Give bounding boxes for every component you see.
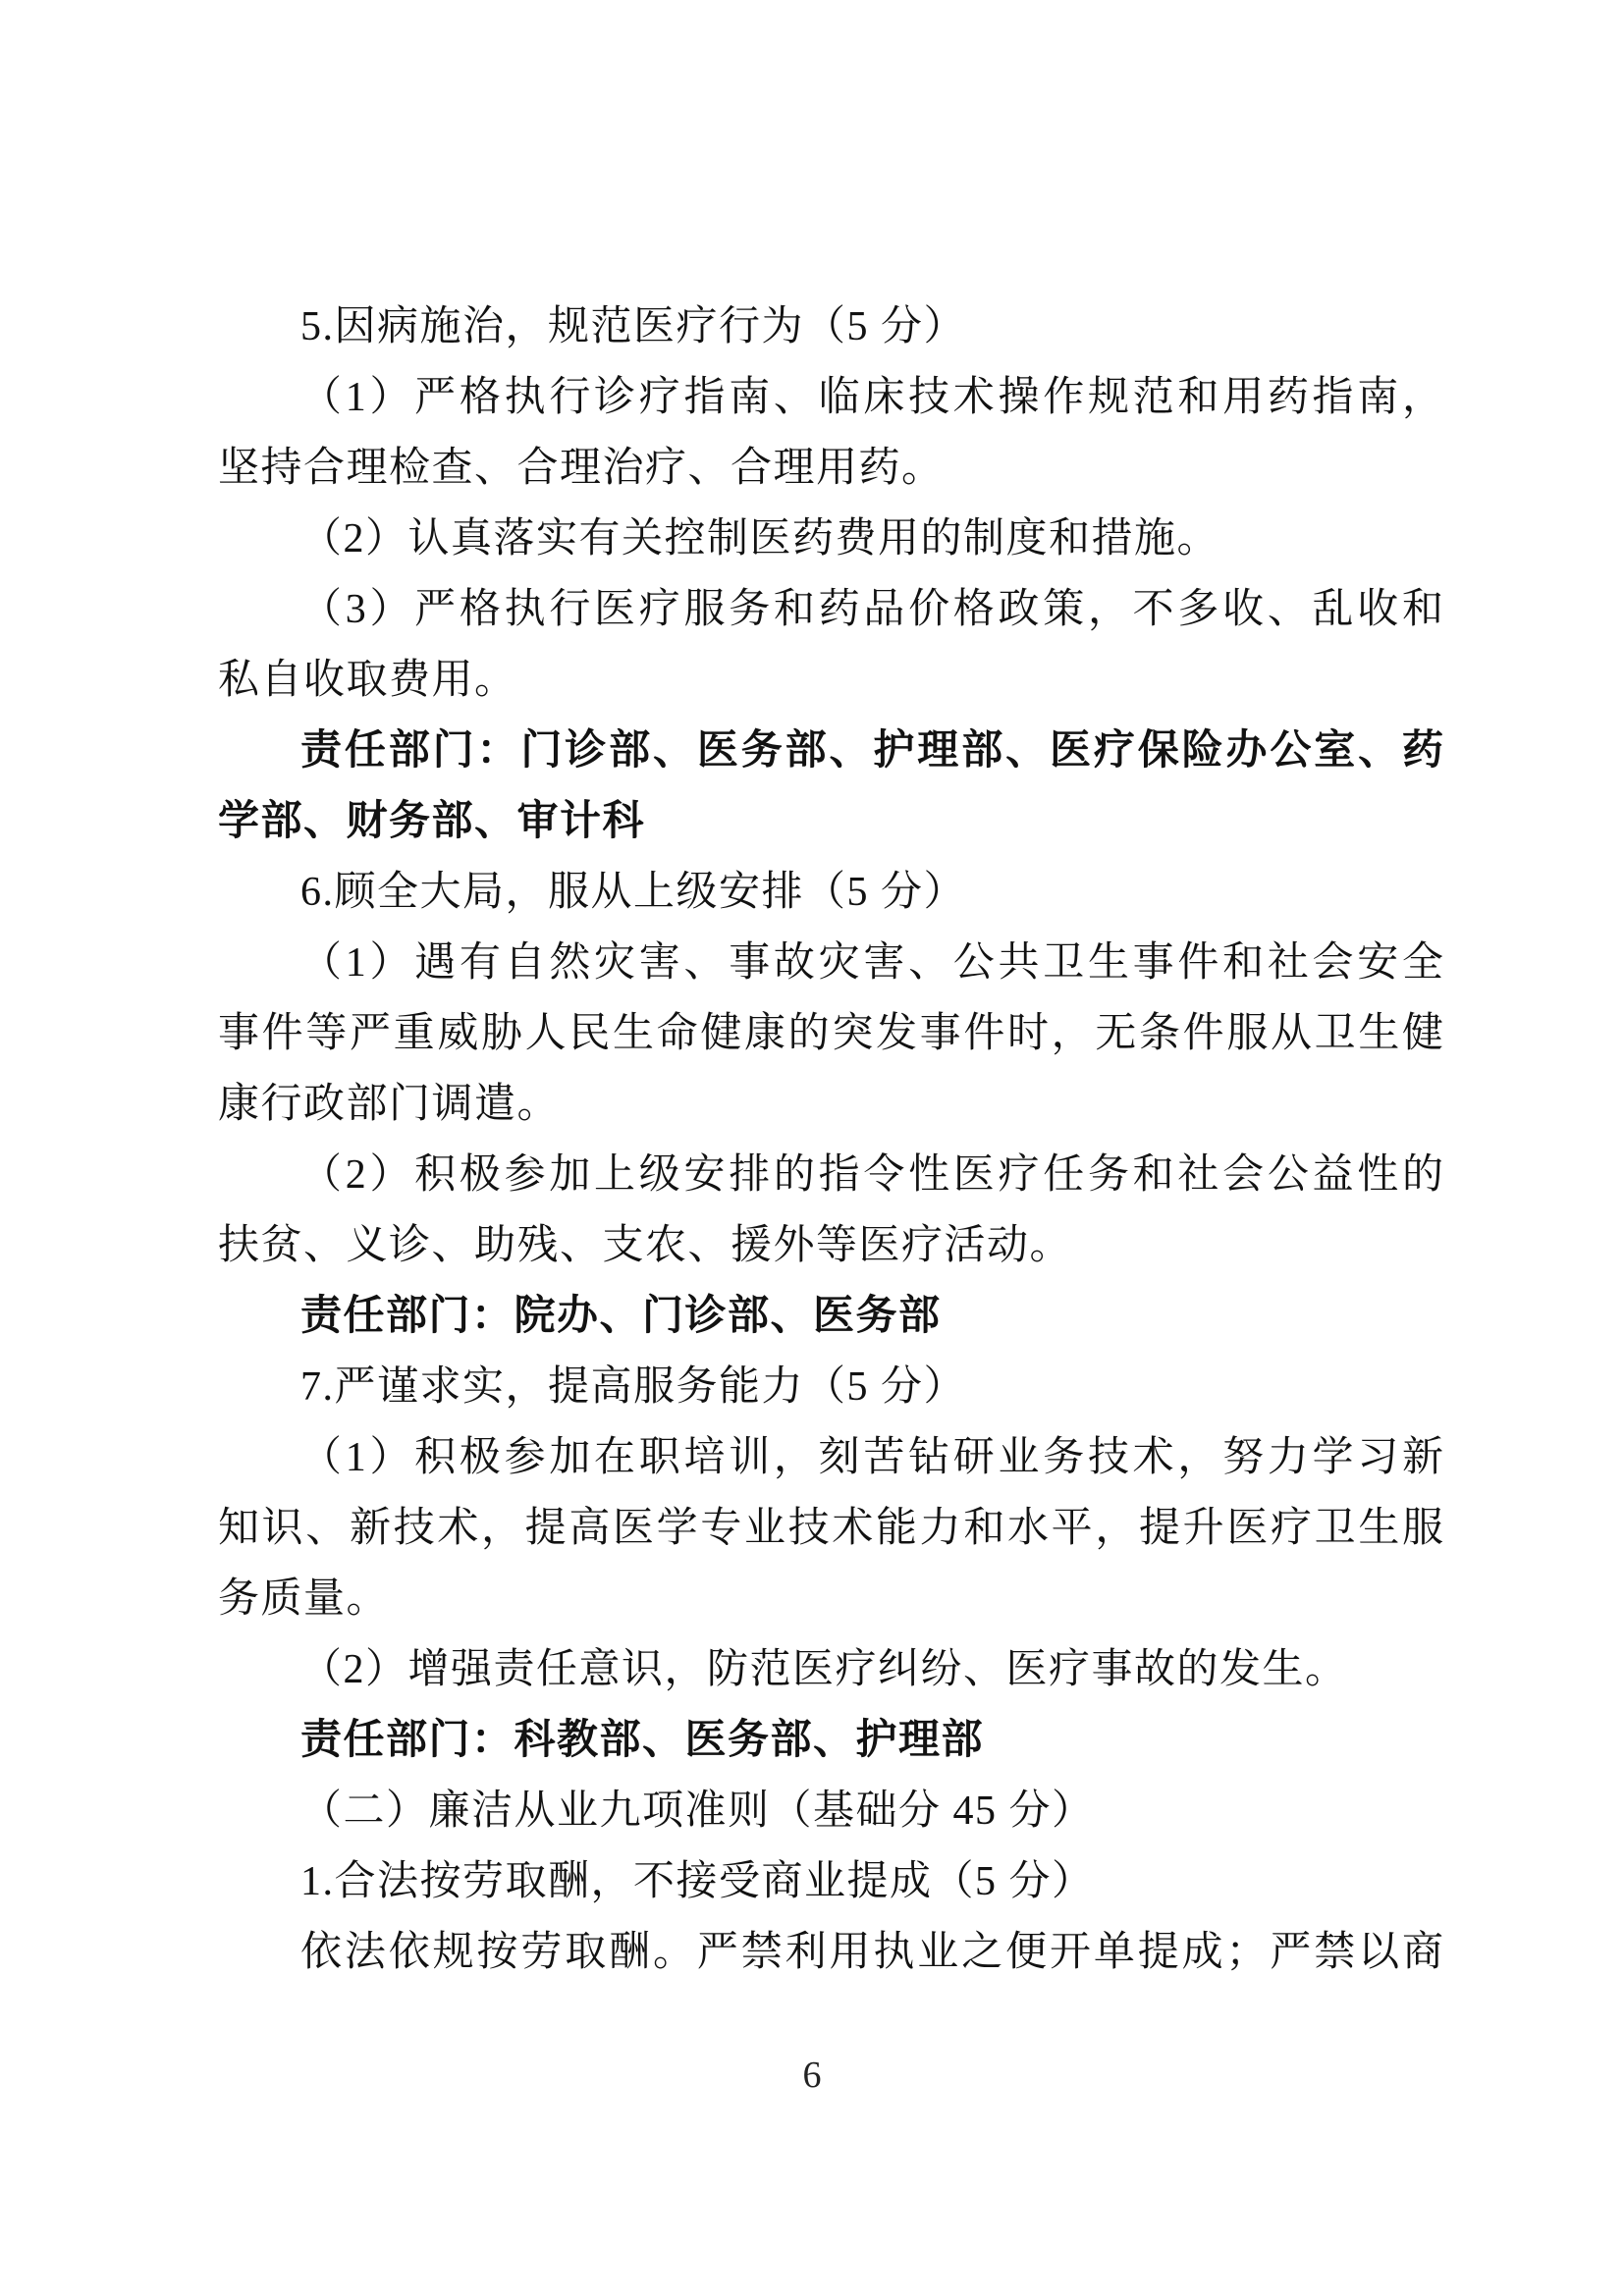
document-body [218,292,1443,1988]
body-text-line: （二）廉洁从业九项准则（基础分 45 分） [300,1789,1095,1834]
body-text-line: （1）遇有自然灾害、事故灾害、公共卫生事件和社会安全 [300,940,1443,986]
body-text-line: 坚持合理检查、合理治疗、合理用药。 [218,446,945,491]
body-text-line: 5.因病施治，规范医疗行为（5 分） [300,304,967,349]
body-text-line: 务质量。 [218,1576,390,1622]
body-text-line: 依法依规按劳取酬。严禁利用执业之便开单提成；严禁以商 [300,1930,1443,1975]
body-text-line: 知识、新技术，提高医学专业技术能力和水平，提升医疗卫生服 [218,1506,1443,1551]
body-text-line: （1）积极参加在职培训，刻苦钻研业务技术，努力学习新 [300,1435,1443,1480]
responsibility-department-line: 责任部门：院办、门诊部、医务部 [300,1294,942,1339]
body-text-line: 康行政部门调遣。 [218,1082,561,1127]
body-text-line: （2）积极参加上级安排的指令性医疗任务和社会公益性的 [300,1152,1443,1198]
body-text-line: 7.严谨求实，提高服务能力（5 分） [300,1364,967,1410]
body-text-line: 1.合法按劳取酬，不接受商业提成（5 分） [300,1859,1095,1904]
responsibility-department-line: 学部、财务部、审计科 [218,799,646,844]
responsibility-department-line: 责任部门：科教部、医务部、护理部 [300,1718,985,1763]
body-text-line: 事件等严重威胁人民生命健康的突发事件时，无条件服从卫生健 [218,1011,1443,1056]
body-text-line: （2）增强责任意识，防范医疗纠纷、医疗事故的发生。 [300,1647,1348,1692]
body-text-line: 扶贫、义诊、助残、支农、援外等医疗活动。 [218,1223,1073,1268]
page-number: 6 [802,2055,822,2096]
body-text-line: （3）严格执行医疗服务和药品价格政策，不多收、乱收和 [300,587,1443,632]
body-text-line: 私自收取费用。 [218,658,517,703]
body-text-line: （1）严格执行诊疗指南、临床技术操作规范和用药指南， [300,375,1443,420]
responsibility-department-line: 责任部门：门诊部、医务部、护理部、医疗保险办公室、药 [300,728,1443,774]
body-text-line: （2）认真落实有关控制医药费用的制度和措施。 [300,516,1220,561]
body-text-line: 6.顾全大局，服从上级安排（5 分） [300,870,967,915]
